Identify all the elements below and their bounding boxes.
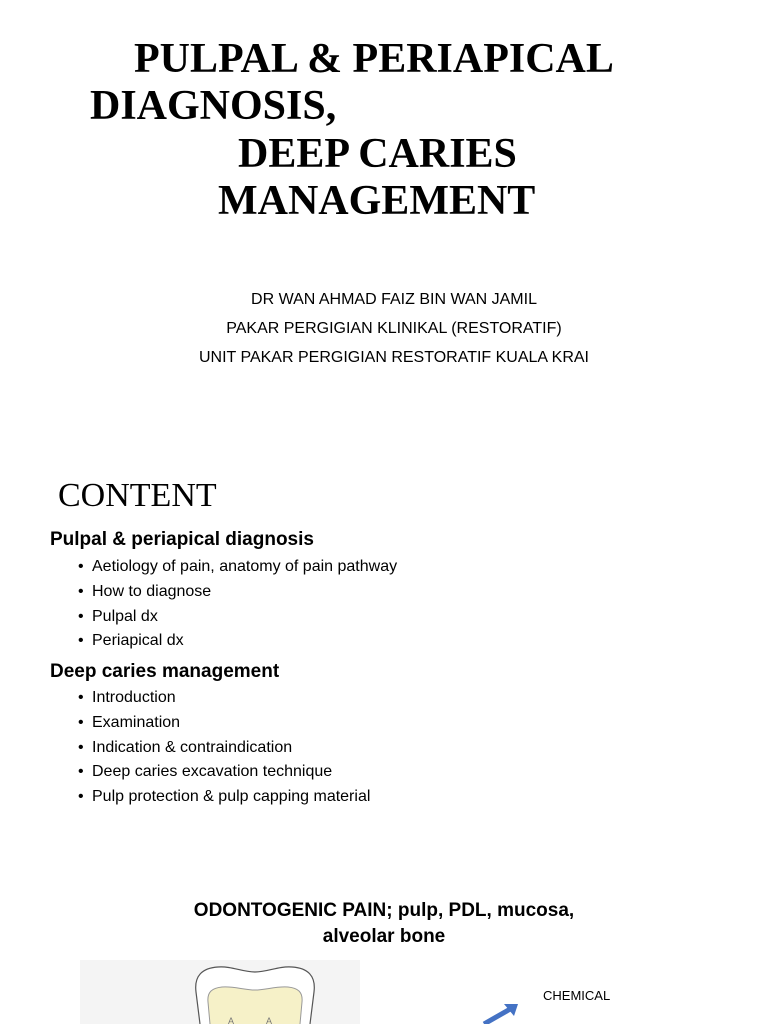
title-line-3: DEEP CARIES [238, 131, 517, 177]
chemical-label: CHEMICAL [543, 988, 611, 1003]
arrow-icon [478, 998, 528, 1024]
bullet-icon: • [78, 632, 84, 650]
list-item-text: Aetiology of pain, anatomy of pain pathway [92, 558, 398, 575]
bullet-icon: • [78, 788, 84, 806]
list-item-text: Pulpal dx [92, 607, 158, 625]
bullet-icon: • [78, 763, 84, 781]
author-position: PAKAR PERGIGIAN KLINIKAL (RESTORATIF) [226, 320, 562, 337]
list-item [78, 687, 370, 712]
diagnosis-list [78, 556, 397, 655]
odontogenic-heading-line-1: ODONTOGENIC PAIN; pulp, PDL, mucosa, [193, 900, 575, 921]
bullet-icon: • [78, 558, 84, 575]
content-heading: CONTENT [58, 477, 217, 514]
author-name: DR WAN AHMAD FAIZ BIN WAN JAMIL [251, 291, 537, 308]
svg-text:A: A [266, 1016, 273, 1024]
title-line-1: PULPAL & PERIAPICAL [134, 36, 614, 82]
list-item-text: Examination [92, 713, 181, 731]
bullet-icon: • [78, 582, 84, 600]
list-item-text: Indication & contraindication [92, 738, 293, 756]
caries-list [78, 687, 370, 811]
bullet-icon: • [78, 689, 84, 706]
svg-text:A: A [228, 1016, 235, 1024]
odontogenic-heading-line-2: alveolar bone [322, 926, 446, 947]
section-heading-caries: Deep caries management [50, 661, 280, 682]
bullet-icon: • [78, 713, 84, 731]
odontogenic-pain-heading [0, 898, 768, 950]
tooth-icon [190, 962, 320, 1024]
list-item-text: Periapical dx [92, 632, 184, 650]
author-unit: UNIT PAKAR PERGIGIAN RESTORATIF KUALA KRAI [198, 349, 589, 366]
list-item [78, 606, 397, 631]
section-heading-diagnosis: Pulpal & periapical diagnosis [50, 529, 314, 550]
list-item [78, 786, 370, 811]
list-item [78, 556, 397, 581]
list-item [78, 581, 397, 606]
list-item [78, 737, 370, 762]
bullet-icon: • [78, 607, 84, 625]
list-item-text: How to diagnose [92, 582, 212, 600]
title-line-2: DIAGNOSIS, [90, 83, 337, 129]
list-item-text: Deep caries excavation technique [92, 763, 333, 781]
list-item-text: Introduction [92, 689, 176, 706]
list-item [78, 712, 370, 737]
title-line-4: MANAGEMENT [218, 178, 536, 224]
list-item-text: Pulp protection & pulp capping material [92, 788, 371, 806]
bullet-icon: • [78, 738, 84, 756]
list-item [78, 761, 370, 786]
list-item [78, 630, 397, 655]
